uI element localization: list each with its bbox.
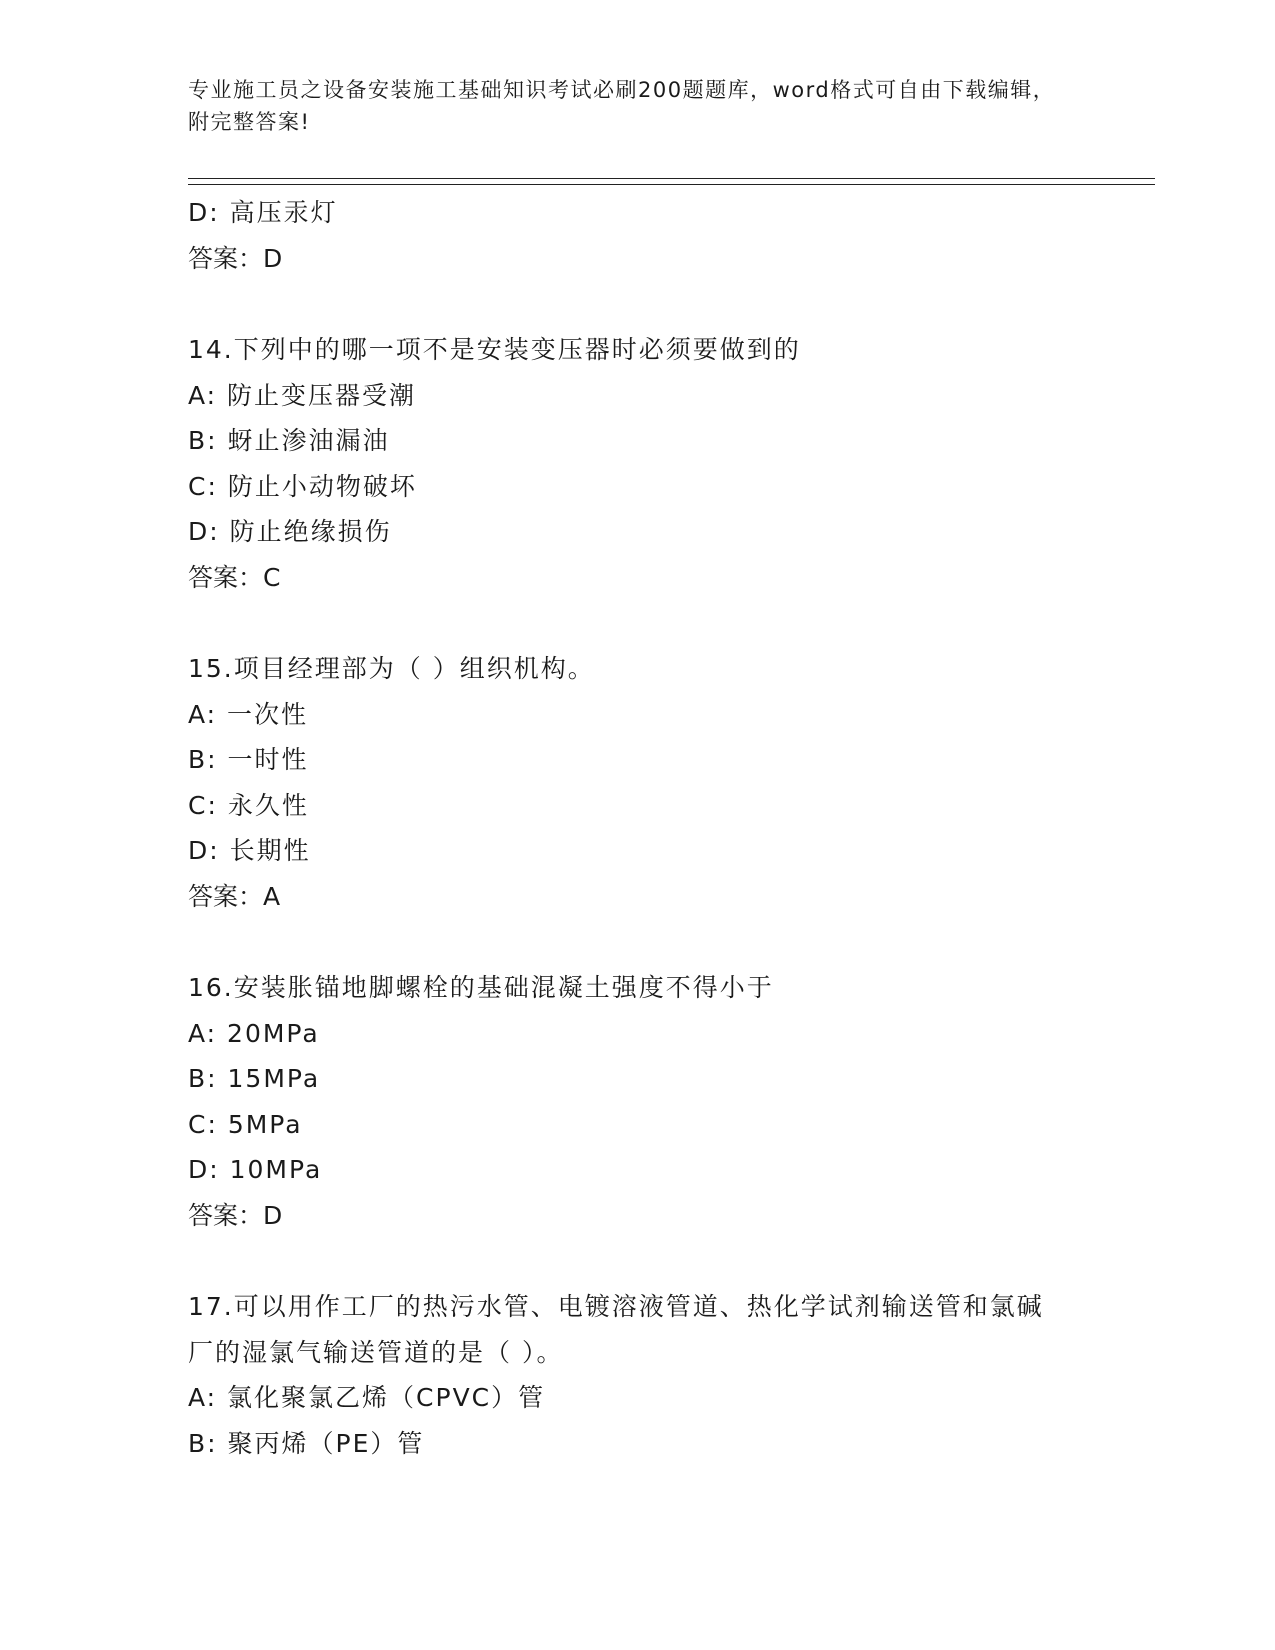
option-b: B: 蚜止渗油漏油: [188, 426, 390, 455]
question-14: [188, 327, 1088, 600]
question-15: [188, 646, 1088, 919]
option-c: C: 5MPa: [188, 1109, 303, 1139]
option-c: C: 防止小动物破坏: [188, 471, 417, 501]
question-stem: 16.安装胀锚地脚螺栓的基础混凝土强度不得小于: [188, 973, 774, 1002]
question-stem: 17.可以用作工厂的热污水管、电镀溶液管道、热化学试剂输送管和氯碱厂的湿氯气输送管道的是（ ）。: [188, 1292, 1044, 1367]
answer-line: 答案：D: [188, 243, 283, 273]
header-divider: [188, 178, 1155, 185]
question-16: [188, 965, 1088, 1238]
option-a: A: 氯化聚氯乙烯（CPVC）管: [188, 1383, 546, 1412]
answer-line: 答案：C: [188, 562, 281, 592]
header-title: 专业施工员之设备安装施工基础知识考试必刷200题题库，word格式可自由下载编辑，附完整答案!: [188, 78, 1056, 134]
option-a: A: 一次性: [188, 699, 309, 729]
option-b: B: 一时性: [188, 745, 309, 774]
question-stem: 15.项目经理部为（ ）组织机构。: [188, 654, 595, 683]
document-body: [188, 190, 1088, 1466]
option-a: A: 防止变压器受潮: [188, 380, 417, 410]
option-c: C: 永久性: [188, 790, 309, 820]
option-b: B: 15MPa: [188, 1064, 321, 1093]
question-17: [188, 1284, 1088, 1466]
page-header: [188, 74, 1068, 138]
option-d: D: 防止绝缘损伤: [188, 517, 392, 546]
option-d: D: 10MPa: [188, 1155, 323, 1184]
option-b: B: 聚丙烯（PE）管: [188, 1428, 425, 1458]
question-stem: 14.下列中的哪一项不是安装变压器时必须要做到的: [188, 335, 801, 364]
answer-line: 答案：A: [188, 881, 281, 911]
answer-line: 答案：D: [188, 1200, 283, 1230]
option-d: D: 长期性: [188, 836, 311, 865]
option-a: A: 20MPa: [188, 1018, 320, 1048]
option-d: D: 高压汞灯: [188, 198, 338, 227]
